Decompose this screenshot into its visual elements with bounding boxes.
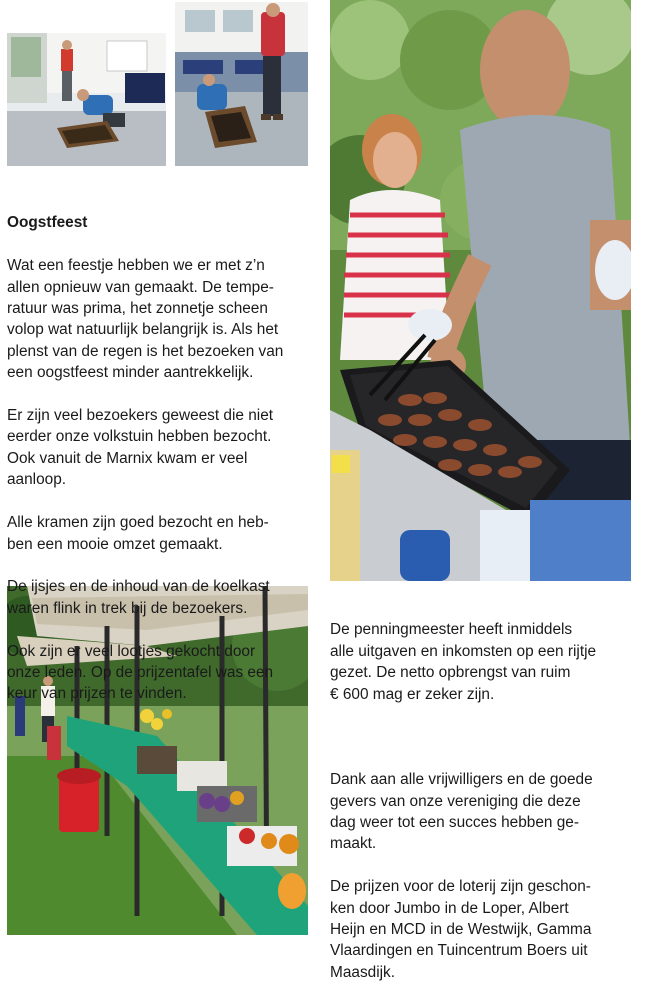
paragraph-gap [330,726,630,747]
paragraph-sponsors: De prijzen voor de loterij zijn geschon- ken door Jumbo in de Loper, Albert Heijn en MCD in de Westwijk, Gamma Vlaardingen en Tuincentrum Boers uit Maasdijk. [330,878,592,981]
paragraph-intro: Wat een feestje hebben we er met z’n allen opnieuw van gemaakt. De tempe- ratuur was prima, het zonnetje scheen volop wat natuurlijk belangrijk is. Als het plenst van de regen is het bezoeken van een oogstfeest minder aantrekkelijk. [7,257,284,382]
paragraph-lottery: Ook zijn er veel lootjes gekocht door onze leden. Op de prijzentafel was een keur van prijzen te vinden. [7,642,274,703]
article-heading: Oogstfeest [7,214,88,232]
paragraph-ice-cream: De ijsjes en de inhoud van de koelkast waren flink in trek bij de bezoekers. [7,578,270,617]
photo-barbecue [330,0,631,581]
paragraph-treasurer: De penningmeester heeft inmiddels alle uitgaven en inkomsten op een rijtje gezet. De netto opbrengst van ruim € 600 mag er zeker zijn. [330,621,597,703]
photo-floor-repair-left [7,33,166,166]
paragraph-stalls: Alle kramen zijn goed bezocht en heb- ben een mooie omzet gemaakt. [7,514,269,553]
paragraph-thanks: Dank aan alle vrijwilligers en de goede gevers van onze vereniging die deze dag weer tot een succes hebben ge- maakt. [330,771,593,853]
paragraph-visitors: Er zijn veel bezoekers geweest die niet eerder onze volkstuin hebben bezocht. Ook vanuit de Marnix kwam er veel aanloop. [7,407,274,489]
article-right-column [330,598,630,1005]
photo-floor-repair-right [175,2,308,166]
article-left-column [7,191,307,726]
